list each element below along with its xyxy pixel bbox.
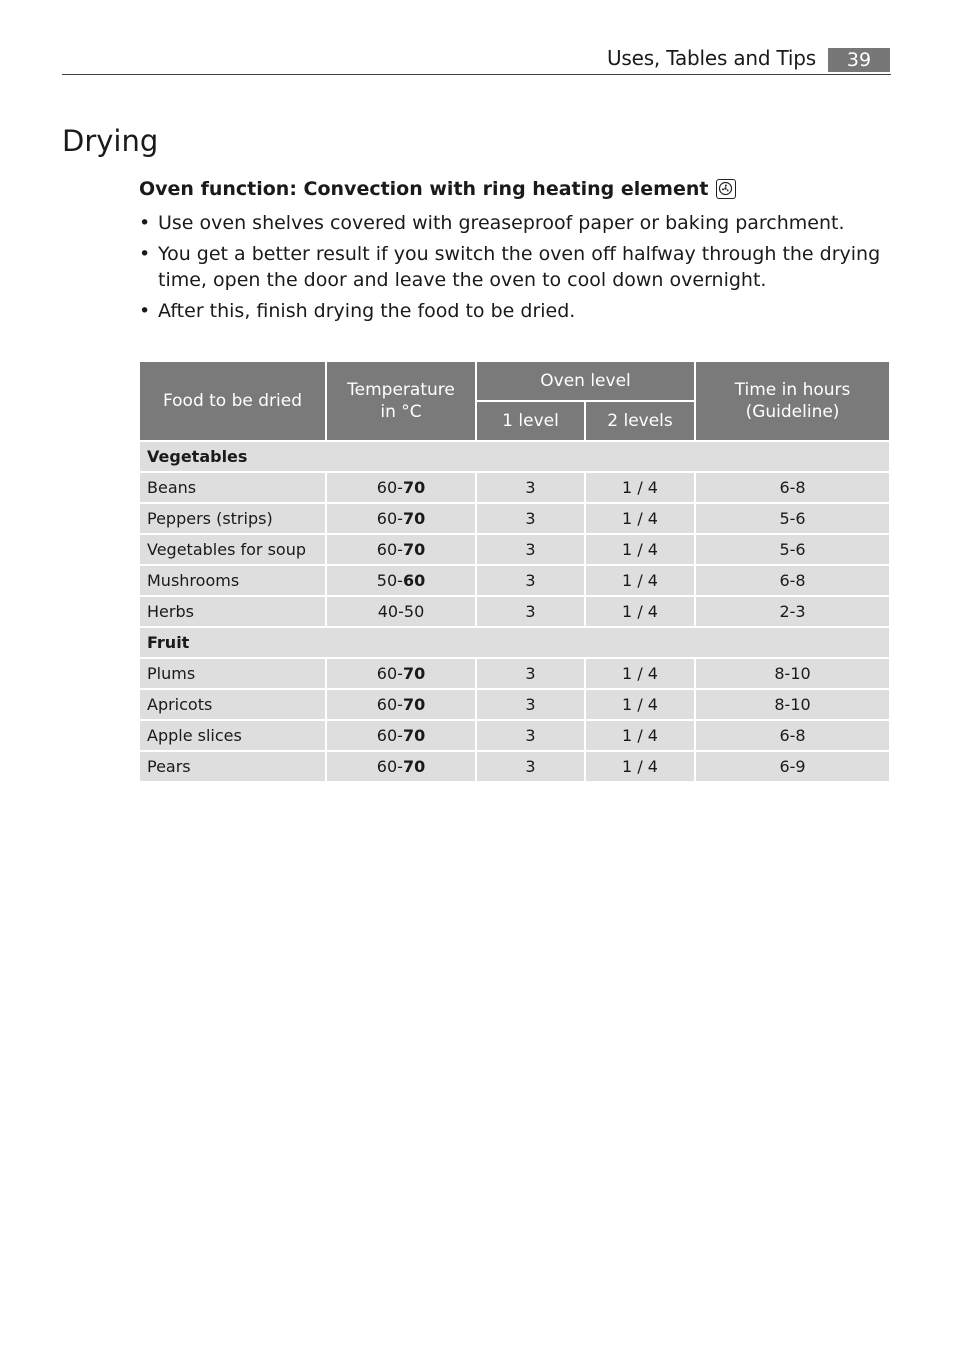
instruction-item: • Use oven shelves covered with greaseproof paper or baking parchment. (139, 210, 899, 236)
time-cell: 5-6 (695, 534, 890, 565)
level-2-cell: 1 / 4 (585, 472, 695, 503)
table-row (139, 596, 890, 627)
food-cell: Apricots (139, 689, 326, 720)
food-cell: Mushrooms (139, 565, 326, 596)
instruction-list (139, 210, 899, 329)
time-cell: 2-3 (695, 596, 890, 627)
temperature-range-end: 70 (402, 509, 426, 528)
level-1-cell: 3 (476, 596, 585, 627)
food-cell: Plums (139, 658, 326, 689)
level-1-cell: 3 (476, 534, 585, 565)
level-2-cell: 1 / 4 (585, 751, 695, 782)
level-2-cell: 1 / 4 (585, 720, 695, 751)
temperature-cell (326, 689, 476, 720)
oven-function-heading (139, 178, 736, 200)
food-cell: Beans (139, 472, 326, 503)
temperature-range-start: 60- (376, 509, 403, 528)
time-cell: 6-9 (695, 751, 890, 782)
time-cell: 8-10 (695, 658, 890, 689)
temperature-cell (326, 534, 476, 565)
level-1-cell: 3 (476, 472, 585, 503)
header-section-title: Uses, Tables and Tips (606, 46, 816, 70)
food-cell: Vegetables for soup (139, 534, 326, 565)
table-row (139, 565, 890, 596)
table-body (139, 441, 890, 782)
table-row (139, 503, 890, 534)
table-row (139, 689, 890, 720)
temperature-range-end: 70 (402, 664, 426, 683)
level-2-cell: 1 / 4 (585, 565, 695, 596)
level-2-cell: 1 / 4 (585, 658, 695, 689)
temperature-cell (326, 720, 476, 751)
temperature-range-start: 60- (376, 726, 403, 745)
food-cell: Apple slices (139, 720, 326, 751)
temperature-cell (326, 658, 476, 689)
level-2-cell: 1 / 4 (585, 534, 695, 565)
group-label: Vegetables (139, 441, 890, 472)
level-1-cell: 3 (476, 503, 585, 534)
oven-function-label: Oven function: Convection with ring heating element (139, 178, 709, 200)
food-cell: Peppers (strips) (139, 503, 326, 534)
temperature-range-end: 70 (402, 695, 426, 714)
drying-table (138, 360, 891, 783)
header-temperature: Temperature in °C (326, 361, 476, 441)
convection-fan-icon (716, 179, 736, 199)
time-cell: 6-8 (695, 472, 890, 503)
food-cell: Pears (139, 751, 326, 782)
group-row (139, 627, 890, 658)
temperature-cell (326, 596, 476, 627)
group-row (139, 441, 890, 472)
header-level-2: 2 levels (585, 401, 695, 441)
level-1-cell: 3 (476, 689, 585, 720)
time-cell: 8-10 (695, 689, 890, 720)
temperature-range-start: 60- (376, 478, 403, 497)
temperature-range-end: 70 (402, 540, 426, 559)
time-cell: 5-6 (695, 503, 890, 534)
instruction-item: • You get a better result if you switch the oven off halfway through the drying time, open the door and leave the oven to cool down overnight. (139, 241, 899, 293)
level-1-cell: 3 (476, 565, 585, 596)
table-row (139, 751, 890, 782)
temperature-range-end: 60 (402, 571, 426, 590)
level-1-cell: 3 (476, 720, 585, 751)
temperature-range-start: 60- (376, 664, 403, 683)
group-label: Fruit (139, 627, 890, 658)
temperature-range-start: 60- (376, 695, 403, 714)
section-title: Drying (62, 124, 159, 158)
temperature-range-start: 40-50 (377, 602, 425, 621)
time-cell: 6-8 (695, 720, 890, 751)
level-1-cell: 3 (476, 658, 585, 689)
time-cell: 6-8 (695, 565, 890, 596)
table-row (139, 658, 890, 689)
temperature-range-end: 70 (402, 726, 426, 745)
temperature-range-end: 70 (402, 757, 426, 776)
table-row (139, 472, 890, 503)
level-1-cell: 3 (476, 751, 585, 782)
table-row (139, 534, 890, 565)
temperature-cell (326, 565, 476, 596)
temperature-range-start: 60- (376, 540, 403, 559)
header-oven-level: Oven level (476, 361, 695, 401)
temperature-cell (326, 751, 476, 782)
temperature-range-start: 50- (376, 571, 403, 590)
page-number-badge: 39 (828, 48, 890, 72)
temperature-range-end: 70 (402, 478, 426, 497)
level-2-cell: 1 / 4 (585, 596, 695, 627)
table-row (139, 720, 890, 751)
food-cell: Herbs (139, 596, 326, 627)
temperature-cell (326, 503, 476, 534)
header-food: Food to be dried (139, 361, 326, 441)
header-time: Time in hours (Guideline) (695, 361, 890, 441)
header-level-1: 1 level (476, 401, 585, 441)
level-2-cell: 1 / 4 (585, 503, 695, 534)
temperature-cell (326, 472, 476, 503)
temperature-range-start: 60- (376, 757, 403, 776)
header-rule (62, 74, 891, 75)
level-2-cell: 1 / 4 (585, 689, 695, 720)
instruction-item: • After this, finish drying the food to be dried. (139, 298, 899, 324)
